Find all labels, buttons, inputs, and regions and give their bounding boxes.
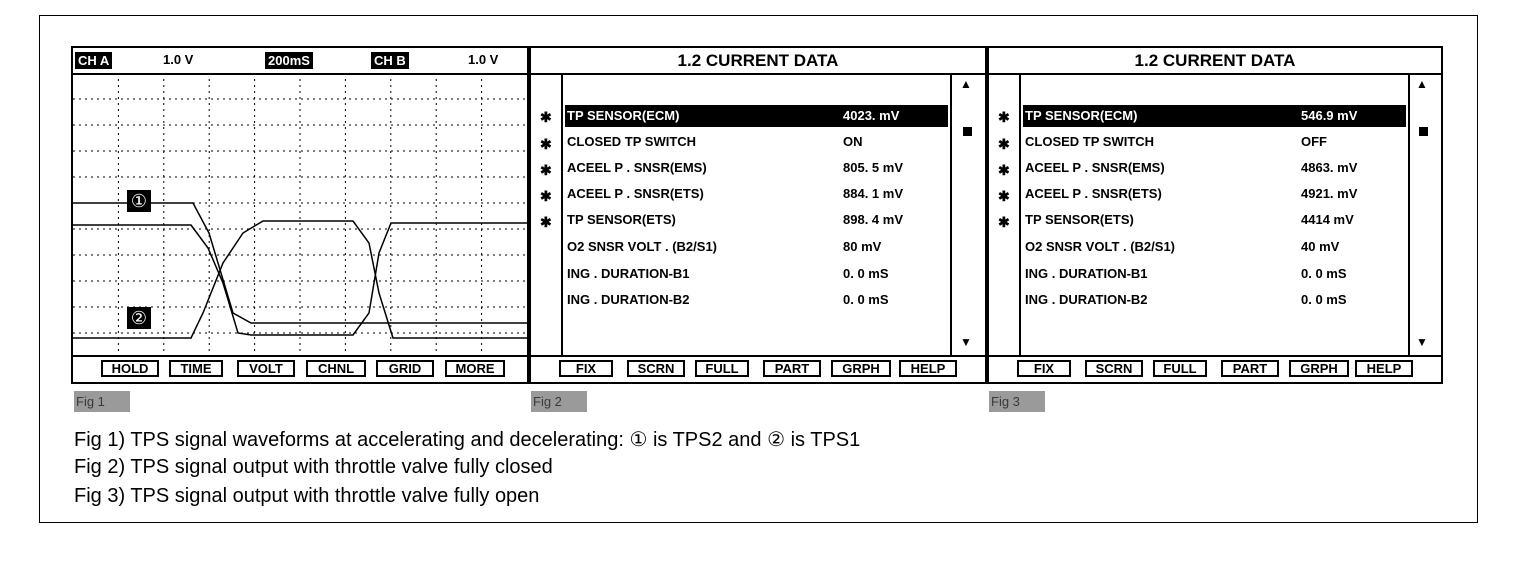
ch-b-volt: 1.0 V	[468, 52, 499, 67]
scope-header	[73, 48, 527, 75]
list-item[interactable]: ACEEL P . SNSR(ETS) 4921. mV	[1025, 186, 1358, 201]
star-icon: ✱	[540, 136, 552, 152]
star-column	[531, 73, 561, 355]
list-item[interactable]: ACEEL P . SNSR(ETS) 884. 1 mV	[567, 186, 903, 201]
caption-fig1: Fig 1) TPS signal waveforms at accelerating and decelerating: ① is TPS2 and ② is TPS1	[74, 429, 861, 451]
caption-fig3: Fig 3) TPS signal output with throttle valve fully open	[74, 485, 540, 507]
list-item[interactable]: ING . DURATION-B2 0. 0 mS	[1025, 292, 1347, 307]
svg-text:②: ②	[130, 308, 148, 329]
help-button[interactable]: HELP	[899, 360, 957, 377]
star-icon: ✱	[998, 162, 1010, 178]
list-item[interactable]: TP SENSOR(ECM) 546.9 mV	[1023, 105, 1406, 127]
fig-tag: Fig 2	[531, 391, 587, 412]
grid-button[interactable]: GRID	[376, 360, 434, 377]
star-icon: ✱	[540, 188, 552, 204]
panel-title: 1.2 CURRENT DATA	[531, 48, 985, 75]
part-button[interactable]: PART	[763, 360, 821, 377]
scroll-up-icon[interactable]: ▲	[1416, 77, 1428, 91]
marker-1	[127, 190, 151, 212]
scroll-thumb[interactable]	[963, 127, 972, 136]
list-item[interactable]: O2 SNSR VOLT . (B2/S1) 40 mV	[1025, 239, 1340, 254]
chnl-button[interactable]: CHNL	[306, 360, 366, 377]
part-button[interactable]: PART	[1221, 360, 1279, 377]
list-item[interactable]: TP SENSOR(ECM) 4023. mV	[565, 105, 948, 127]
scope-display	[73, 73, 527, 358]
scroll-up-icon[interactable]: ▲	[960, 77, 972, 91]
ch-a-volt: 1.0 V	[163, 52, 194, 67]
data-list	[561, 73, 952, 355]
list-item[interactable]: ING . DURATION-B1 0. 0 mS	[567, 266, 889, 281]
scrollbar[interactable]	[952, 73, 985, 355]
grph-button[interactable]: GRPH	[831, 360, 891, 377]
list-item[interactable]: TP SENSOR(ETS) 898. 4 mV	[567, 212, 903, 227]
list-item[interactable]: TP SENSOR(ETS) 4414 mV	[1025, 212, 1354, 227]
svg-text:①: ①	[130, 191, 148, 212]
star-icon: ✱	[998, 188, 1010, 204]
star-icon: ✱	[998, 109, 1010, 125]
list-item[interactable]: ACEEL P . SNSR(EMS) 4863. mV	[1025, 160, 1358, 175]
ch-b-label: CH B	[371, 52, 409, 69]
fix-button[interactable]: FIX	[1017, 360, 1071, 377]
scroll-thumb[interactable]	[1419, 127, 1428, 136]
star-icon: ✱	[540, 214, 552, 230]
panel-title: 1.2 CURRENT DATA	[989, 48, 1441, 75]
full-button[interactable]: FULL	[695, 360, 749, 377]
star-icon: ✱	[998, 136, 1010, 152]
list-item[interactable]: ING . DURATION-B1 0. 0 mS	[1025, 266, 1347, 281]
scroll-down-icon[interactable]: ▼	[960, 335, 972, 349]
data-list	[1019, 73, 1410, 355]
star-column	[989, 73, 1019, 355]
scrn-button[interactable]: SCRN	[1085, 360, 1143, 377]
current-data-panel-open	[987, 46, 1443, 384]
caption-fig2: Fig 2) TPS signal output with throttle valve fully closed	[74, 456, 553, 478]
list-item[interactable]: CLOSED TP SWITCH OFF	[1025, 134, 1327, 149]
star-icon: ✱	[998, 214, 1010, 230]
list-item[interactable]: ING . DURATION-B2 0. 0 mS	[567, 292, 889, 307]
hold-button[interactable]: HOLD	[101, 360, 159, 377]
time-div: 200mS	[265, 52, 313, 69]
data-button-row	[531, 355, 985, 382]
scrollbar[interactable]	[1408, 73, 1441, 355]
help-button[interactable]: HELP	[1355, 360, 1413, 377]
fix-button[interactable]: FIX	[559, 360, 613, 377]
time-button[interactable]: TIME	[169, 360, 223, 377]
scope-button-row	[73, 355, 527, 382]
ch-a-label: CH A	[75, 52, 112, 69]
data-button-row	[989, 355, 1441, 382]
marker-2	[127, 307, 151, 329]
star-icon: ✱	[540, 162, 552, 178]
fig-tag: Fig 3	[989, 391, 1045, 412]
grph-button[interactable]: GRPH	[1289, 360, 1349, 377]
current-data-panel-closed	[529, 46, 987, 384]
scope-waveform	[73, 73, 527, 358]
star-icon: ✱	[540, 109, 552, 125]
fig-tag: Fig 1	[74, 391, 130, 412]
scope-panel	[71, 46, 529, 384]
scroll-down-icon[interactable]: ▼	[1416, 335, 1428, 349]
full-button[interactable]: FULL	[1153, 360, 1207, 377]
more-button[interactable]: MORE	[445, 360, 505, 377]
list-item[interactable]: O2 SNSR VOLT . (B2/S1) 80 mV	[567, 239, 882, 254]
volt-button[interactable]: VOLT	[237, 360, 295, 377]
list-item[interactable]: CLOSED TP SWITCH ON	[567, 134, 863, 149]
scrn-button[interactable]: SCRN	[627, 360, 685, 377]
list-item[interactable]: ACEEL P . SNSR(EMS) 805. 5 mV	[567, 160, 903, 175]
